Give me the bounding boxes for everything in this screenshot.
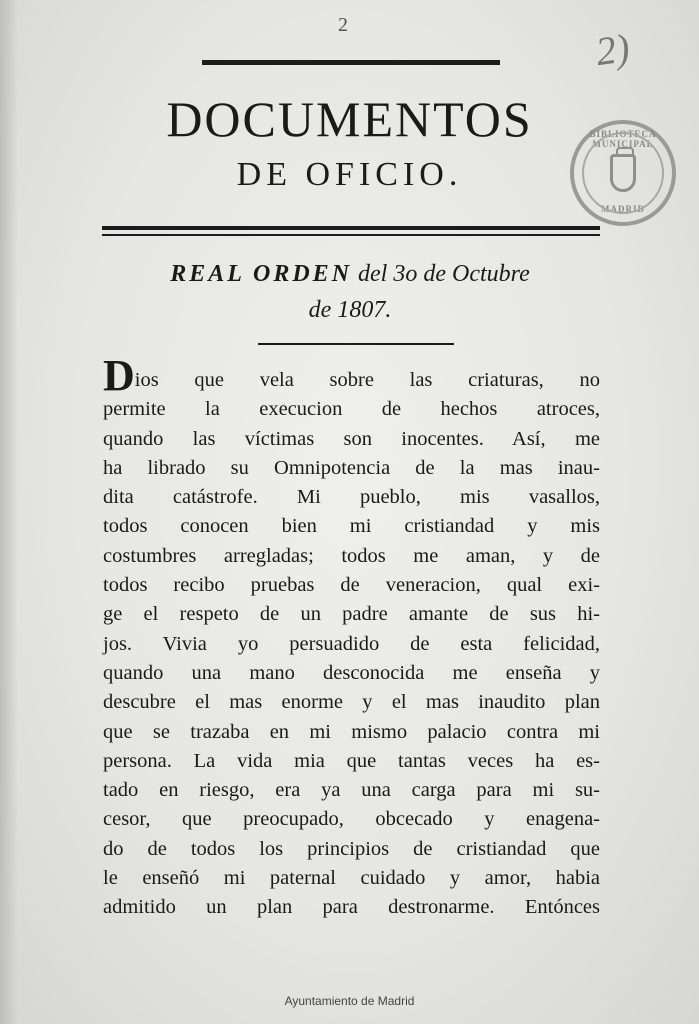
heading-rest: del 3o de Octubre (352, 261, 530, 287)
page-fold-shadow (0, 0, 18, 1024)
body-line: ha librado su Omnipotencia de la mas inau- (103, 456, 600, 479)
body-line: todos recibo pruebas de veneracion, qual exi- (103, 574, 600, 597)
body-line: quando las víctimas son inocentes. Así, me (103, 427, 600, 450)
body-line: permite la execucion de hechos atroces, (103, 398, 600, 421)
body-line: ge el respeto de un padre amante de sus hi- (103, 603, 600, 626)
body-line: persona. La vida mia que tantas veces ha es- (103, 749, 600, 772)
decree-heading (100, 256, 600, 328)
body-line: costumbres arregladas; todos me aman, y de (103, 544, 600, 567)
double-rule-thin (102, 234, 600, 236)
crest-icon (610, 154, 636, 192)
short-rule (258, 343, 454, 345)
heading-line-2: de 1807. (308, 297, 392, 323)
body-line: quando una mano desconocida me enseña y (103, 661, 600, 684)
drop-cap: D (103, 351, 135, 400)
body-line: Dios que vela sobre las criaturas, no (103, 351, 600, 400)
footer-credit: Ayuntamiento de Madrid (284, 994, 415, 1008)
body-line: cesor, que preocupado, obcecado y enagena- (103, 808, 600, 831)
stamp-top-text: BIBLIOTECA MUNICIPAL (589, 129, 657, 149)
body-text (103, 351, 600, 923)
body-line: le enseñó mi paternal cuidado y amor, habia (103, 867, 600, 890)
body-line: do de todos los principios de cristiandad que (103, 837, 600, 860)
document-title: DOCUMENTOS (166, 91, 533, 147)
double-rule-thick (102, 226, 600, 230)
body-line: tado en riesgo, era ya una carga para mi su- (103, 779, 600, 802)
top-rule (202, 60, 500, 65)
body-line: todos conocen bien mi cristiandad y mis (103, 515, 600, 538)
library-stamp-icon (570, 120, 676, 226)
stamp-bottom-text: MADRID (601, 204, 645, 214)
body-line: dita catástrofe. Mi pueblo, mis vasallos, (103, 486, 600, 509)
handwritten-number: 2) (593, 24, 633, 75)
body-line: descubre el mas enorme y el mas inaudito plan (103, 691, 600, 714)
document-subtitle: DE OFICIO. (236, 156, 463, 193)
page-number: 2 (338, 14, 348, 36)
body-line: admitido un plan para destronarme. Entónces (103, 896, 600, 919)
heading-caps: REAL ORDEN (170, 261, 353, 287)
body-line: jos. Vivia yo persuadido de esta felicidad, (103, 632, 600, 655)
body-line: que se trazaba en mi mismo palacio contra mi (103, 720, 600, 743)
